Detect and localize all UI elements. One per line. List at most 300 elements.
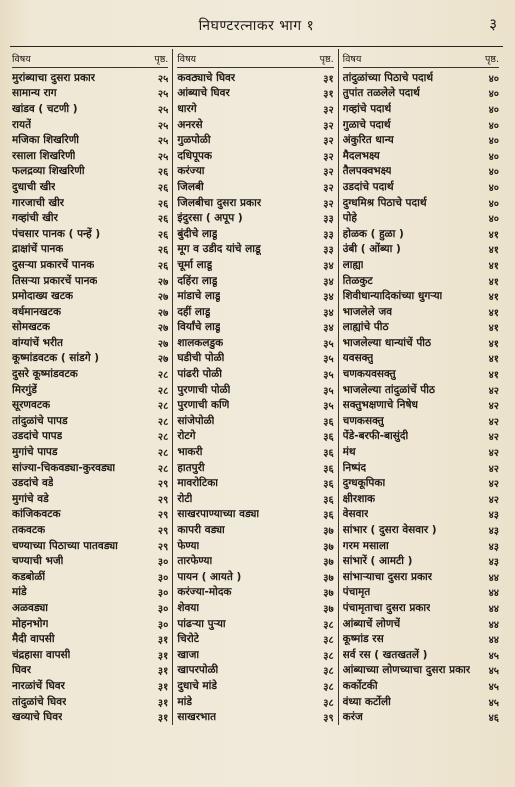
column-header <box>343 49 499 68</box>
entry-subject: वंध्या कर्टोली <box>342 695 391 708</box>
entry-subject: तिळकुट <box>342 274 373 287</box>
index-entry <box>177 553 333 569</box>
entry-subject: करंज्या <box>177 165 205 178</box>
column-header-page: पृष्ठ. <box>319 53 334 65</box>
index-entry <box>12 538 168 554</box>
index-entry <box>12 273 168 289</box>
index-entry <box>177 600 333 616</box>
entry-page: २७ <box>157 338 169 350</box>
index-entry <box>177 585 333 601</box>
entry-page: ३२ <box>323 136 334 148</box>
entry-subject: सामान्य राग <box>12 87 57 100</box>
index-entry <box>343 148 499 164</box>
entry-page: २६ <box>157 229 169 241</box>
index-entry <box>12 86 168 102</box>
entry-page: ४० <box>488 120 499 132</box>
entry-page: ३१ <box>157 666 169 678</box>
index-entry <box>177 164 333 180</box>
entry-page: २८ <box>157 370 169 382</box>
entry-page: ४३ <box>488 541 499 553</box>
entry-page: ३४ <box>323 307 334 319</box>
entry-page: ३३ <box>323 229 334 241</box>
entry-page: ४४ <box>488 635 499 647</box>
index-entry <box>177 86 333 102</box>
entry-subject: करंज <box>342 711 363 724</box>
entry-subject: अळवड्या <box>12 601 48 614</box>
index-entry <box>343 210 499 226</box>
index-entry <box>343 694 499 710</box>
index-entry <box>12 148 168 164</box>
entry-subject: सांजेपोळी <box>177 414 215 427</box>
index-entry <box>177 397 333 413</box>
index-entry <box>177 569 333 585</box>
entry-subject: शेवया <box>177 601 200 614</box>
entry-subject: गरम मसाला <box>342 539 389 552</box>
entry-subject: क्षीरशाक <box>342 492 376 505</box>
entry-subject: तकवटक <box>12 524 46 537</box>
entry-page: ४४ <box>488 619 499 631</box>
entry-page: ४५ <box>488 697 499 709</box>
index-entry <box>343 164 499 180</box>
entry-subject: खापरपोळी <box>177 664 219 677</box>
entry-page: २५ <box>157 151 169 163</box>
entry-page: ३७ <box>323 526 334 538</box>
index-entry <box>12 585 168 601</box>
entry-page: ३७ <box>323 572 334 584</box>
entry-page: ४३ <box>488 557 499 569</box>
entry-page: २७ <box>157 276 169 288</box>
index-entry <box>12 413 168 429</box>
entry-page: ३१ <box>323 73 334 85</box>
entry-page: ३२ <box>323 120 334 132</box>
entry-subject: यवसक्तु <box>342 352 374 365</box>
index-entry <box>12 351 168 367</box>
page-number: ३ <box>489 15 497 33</box>
column-header-page: पृष्ठ. <box>484 53 499 65</box>
entry-page: ३८ <box>323 619 334 631</box>
entry-subject: फलद्रव्या शिखरिणी <box>12 165 85 178</box>
entry-subject: चणकसक्तु <box>342 414 384 427</box>
entry-page: ३७ <box>323 603 334 615</box>
entry-subject: मांडाचे लाडू <box>177 290 221 303</box>
index-entry <box>343 320 499 336</box>
entry-subject: साखरभात <box>177 711 217 724</box>
entry-subject: सांज्या-चिकवड्या-कुरवड्या <box>12 461 116 474</box>
column-header-subject: विषय <box>177 53 197 65</box>
entry-page: ४२ <box>488 401 499 413</box>
entry-subject: कापरी वड्या <box>177 524 225 537</box>
entry-subject: दुसऱ्या प्रकारचें पानक <box>12 258 95 271</box>
entry-subject: पंचामृताचा दुसरा प्रकार <box>342 601 431 614</box>
entry-page: ४० <box>488 89 499 101</box>
entry-subject: कांजिकवटक <box>12 508 61 521</box>
index-entry <box>12 663 168 679</box>
index-entry <box>177 709 333 725</box>
entry-subject: भाजलेल्या धान्यांचें पीठ <box>342 336 432 349</box>
entry-page: २५ <box>157 73 169 85</box>
column-header <box>177 49 333 68</box>
entry-page: ३६ <box>323 432 334 444</box>
entry-page: २५ <box>157 120 169 132</box>
entry-page: २६ <box>157 245 169 257</box>
entry-page: ४० <box>488 182 499 194</box>
entry-subject: मैदलभक्ष्य <box>342 149 380 162</box>
index-entry <box>12 631 168 647</box>
entry-page: ३६ <box>323 510 334 522</box>
entry-page: ३४ <box>323 292 334 304</box>
index-entry <box>12 444 168 460</box>
column-header-page: पृष्ठ. <box>154 53 169 65</box>
entry-page: २८ <box>157 416 169 428</box>
entry-page: २६ <box>157 182 169 194</box>
entry-subject: मिरगुंडें <box>12 383 37 396</box>
index-entry <box>343 444 499 460</box>
entry-subject: हातपुरी <box>177 461 205 474</box>
index-entry <box>177 273 333 289</box>
index-entry <box>177 522 333 538</box>
entry-subject: मंथ <box>342 446 356 459</box>
entry-subject: मैदी वापसी <box>12 633 55 646</box>
index-entry <box>343 460 499 476</box>
index-entry <box>177 382 333 398</box>
entry-subject: वर्धमानखटक <box>12 305 62 318</box>
entry-page: ३१ <box>157 635 169 647</box>
entry-subject: कूष्मांड रस <box>342 633 384 646</box>
entry-subject: लाह्यांचे पीठ <box>342 321 389 334</box>
entry-subject: उंबी ( ओंब्या ) <box>342 243 401 256</box>
entry-subject: उडदांचे पापड <box>12 430 63 443</box>
index-entry <box>177 460 333 476</box>
entry-page: २९ <box>157 541 169 553</box>
entry-subject: पेंडे-बरफी-बासुंदी <box>342 430 409 443</box>
index-entry <box>343 117 499 133</box>
index-entry <box>12 242 168 258</box>
index-entry <box>12 678 168 694</box>
index-entry <box>12 164 168 180</box>
entry-subject: उडदांचे पदार्थ <box>342 180 394 193</box>
index-entry <box>12 257 168 273</box>
index-entry <box>12 70 168 86</box>
entry-subject: चिरोटे <box>177 633 200 646</box>
entry-subject: रोटी <box>177 492 193 505</box>
entry-subject: गुळाचे पदार्थ <box>342 118 391 131</box>
index-entry <box>177 242 333 258</box>
entry-page: २५ <box>157 89 169 101</box>
entry-page: ३४ <box>323 276 334 288</box>
entry-subject: चंद्रहासा वापसी <box>12 648 71 661</box>
entry-subject: दहिंरा लाडू <box>177 274 218 287</box>
entry-subject: वांग्यांचें भरीत <box>12 336 64 349</box>
entry-page: ४१ <box>488 338 499 350</box>
entry-page: ४१ <box>488 276 499 288</box>
entry-subject: गव्हांचे पदार्थ <box>342 102 392 115</box>
entry-subject: धारगे <box>177 102 197 115</box>
index-entry <box>343 101 499 117</box>
entry-page: ३० <box>157 619 169 631</box>
entry-page: २९ <box>157 479 169 491</box>
entry-page: ४२ <box>488 463 499 475</box>
entry-page: ३३ <box>323 245 334 257</box>
index-entry <box>12 101 168 117</box>
entry-subject: मावरोटिका <box>177 477 218 490</box>
index-entry <box>177 335 333 351</box>
entry-page: ४० <box>488 136 499 148</box>
index-entry <box>12 507 168 523</box>
entry-subject: सांभाऱ्याचा दुसरा प्रकार <box>342 570 433 583</box>
index-entry <box>343 663 499 679</box>
index-entry <box>177 491 333 507</box>
entry-subject: नारळांचें घिवर <box>12 679 65 692</box>
index-entry <box>177 226 333 242</box>
index-entry <box>177 320 333 336</box>
entry-subject: मुरांब्याचा दुसरा प्रकार <box>12 71 96 84</box>
entry-subject: दुसरे कूष्मांडवटक <box>12 368 78 381</box>
entry-page: ३८ <box>323 666 334 678</box>
entry-subject: मजिका शिखरिणी <box>12 134 80 147</box>
index-entry <box>12 522 168 538</box>
index-entry <box>343 631 499 647</box>
entry-page: २५ <box>157 104 169 116</box>
entry-subject: पांढऱ्या पुऱ्या <box>177 617 226 630</box>
entry-subject: रसाला शिखरिणी <box>12 149 76 162</box>
entry-subject: तिसऱ्या प्रकारचें पानक <box>12 274 98 287</box>
entry-subject: करंज्या-मोदक <box>177 586 232 599</box>
index-entry <box>177 70 333 86</box>
entry-page: ३० <box>157 588 169 600</box>
entry-subject: कवठ्याचे घिवर <box>177 71 236 84</box>
index-entry <box>343 678 499 694</box>
entry-page: ३३ <box>323 214 334 226</box>
entry-subject: तांदुळांचे घिवर <box>12 695 67 708</box>
index-entry <box>177 101 333 117</box>
entry-subject: सांभार ( दुसरा वेसवार ) <box>342 524 437 537</box>
index-entry <box>343 616 499 632</box>
entry-page: ४१ <box>488 260 499 272</box>
entry-page: ३१ <box>323 89 334 101</box>
entry-subject: मूग व उडीद यांचे लाडू <box>177 243 261 256</box>
entry-subject: तांदुळांचे पापड <box>12 414 68 427</box>
index-entry <box>343 132 499 148</box>
entry-page: ३५ <box>323 401 334 413</box>
entry-page: ४० <box>488 167 499 179</box>
entry-page: ४१ <box>488 323 499 335</box>
index-entry <box>12 320 168 336</box>
page-header <box>10 10 503 40</box>
entry-subject: पोहे <box>342 212 357 225</box>
entry-page: ३८ <box>323 697 334 709</box>
entry-page: २८ <box>157 385 169 397</box>
index-entry <box>12 210 168 226</box>
column-header-subject: विषय <box>342 53 362 65</box>
entry-subject: जिलबीचा दुसरा प्रकार <box>177 196 262 209</box>
index-entry <box>12 429 168 445</box>
index-entry <box>343 569 499 585</box>
entry-page: ४१ <box>488 370 499 382</box>
entry-subject: दुग्धमिश्र पिठाचे पदार्थ <box>342 196 427 209</box>
entry-subject: फेण्या <box>177 539 200 552</box>
index-columns <box>10 49 503 725</box>
entry-subject: आंब्याच्या लोणच्याचा दुसरा प्रकार <box>342 664 471 677</box>
header-rule <box>10 46 503 47</box>
entry-subject: कडबोळीं <box>12 570 46 583</box>
index-entry <box>343 538 499 554</box>
entry-subject: साखरपाण्याच्या वड्या <box>177 508 260 521</box>
entry-subject: मांडे <box>12 586 27 599</box>
index-entry <box>343 647 499 663</box>
entry-page: ४० <box>488 104 499 116</box>
page-title: निघण्टरत्नाकर भाग १ <box>198 17 315 34</box>
entry-page: २८ <box>157 448 169 460</box>
index-entry <box>12 288 168 304</box>
index-entry <box>343 86 499 102</box>
entry-subject: चणकयवसक्तु <box>342 368 396 381</box>
entry-subject: दधिपूपक <box>177 149 213 162</box>
index-entry <box>177 694 333 710</box>
index-entry <box>343 242 499 258</box>
entry-page: २५ <box>157 136 169 148</box>
column-header <box>12 49 168 68</box>
entry-page: ३७ <box>323 557 334 569</box>
index-entry <box>177 132 333 148</box>
index-entry <box>177 507 333 523</box>
entry-subject: चण्याची भजी <box>12 555 64 568</box>
index-column-2 <box>173 49 338 725</box>
index-entry <box>343 273 499 289</box>
index-entry <box>343 585 499 601</box>
entry-subject: मोहनभोग <box>12 617 49 630</box>
entry-subject: विर्यांचे लाडू <box>177 321 221 334</box>
entry-page: ३४ <box>323 260 334 272</box>
entry-page: ४५ <box>488 681 499 693</box>
entry-subject: दुधाचे मांडे <box>177 679 218 692</box>
entry-subject: तारफेण्या <box>177 555 213 568</box>
index-column-3 <box>339 49 503 725</box>
entry-subject: दुधाची खीर <box>12 180 56 193</box>
entry-page: ४१ <box>488 245 499 257</box>
entry-page: ३५ <box>323 354 334 366</box>
entry-page: २७ <box>157 307 169 319</box>
index-entry <box>177 257 333 273</box>
entry-subject: अनरसे <box>177 118 203 131</box>
entry-subject: अंकुरित धान्य <box>342 134 394 147</box>
index-entry <box>343 413 499 429</box>
index-entry <box>177 351 333 367</box>
entry-subject: कूष्मांडवटक ( सांडगे ) <box>12 352 100 365</box>
entry-page: ३२ <box>323 182 334 194</box>
entry-subject: लाह्या <box>342 258 364 271</box>
entry-page: २६ <box>157 167 169 179</box>
entry-page: ३१ <box>157 697 169 709</box>
entry-page: २७ <box>157 323 169 335</box>
entry-page: ३४ <box>323 323 334 335</box>
index-entry <box>12 475 168 491</box>
entry-subject: सर्व रस ( खतखतलें ) <box>342 648 428 661</box>
entry-subject: पायन ( आयते ) <box>177 570 242 583</box>
index-entry <box>343 70 499 86</box>
entry-page: २९ <box>157 510 169 522</box>
entry-page: ४४ <box>488 603 499 615</box>
entry-subject: प्रमोदाख्य खटक <box>12 290 74 303</box>
entry-page: ३५ <box>323 385 334 397</box>
entry-page: ३२ <box>323 104 334 116</box>
entry-page: ४२ <box>488 385 499 397</box>
entry-subject: चूर्मा लाडू <box>177 258 213 271</box>
index-entry <box>177 429 333 445</box>
index-entry <box>343 600 499 616</box>
index-entry <box>177 678 333 694</box>
entry-subject: कर्कोटकी <box>342 679 378 692</box>
entry-page: ४२ <box>488 448 499 460</box>
index-entry <box>12 132 168 148</box>
index-column-1 <box>10 49 173 725</box>
entry-page: ३७ <box>323 541 334 553</box>
entry-subject: इंदुरसा ( अपूप ) <box>177 212 243 225</box>
entry-subject: सूरणवटक <box>12 399 51 412</box>
entry-subject: रायतें <box>12 118 32 131</box>
entry-subject: गुळपोळी <box>177 134 211 147</box>
index-entry <box>177 475 333 491</box>
entry-subject: भाजलेले जव <box>342 305 393 318</box>
entry-subject: घडीची पोळी <box>177 352 225 365</box>
index-entry <box>343 257 499 273</box>
entry-subject: खाजा <box>177 648 200 661</box>
entry-page: ४४ <box>488 588 499 600</box>
entry-subject: आंब्याचें लोणचें <box>342 617 401 630</box>
index-entry <box>12 382 168 398</box>
index-entry <box>177 195 333 211</box>
entry-page: ३५ <box>323 338 334 350</box>
index-entry <box>177 647 333 663</box>
index-entry <box>343 351 499 367</box>
entry-page: ३१ <box>157 650 169 662</box>
entry-page: ४३ <box>488 510 499 522</box>
index-entry <box>343 195 499 211</box>
entry-subject: खव्याचे घिवर <box>12 711 63 724</box>
entry-page: ३६ <box>323 494 334 506</box>
entry-page: ४५ <box>488 650 499 662</box>
index-entry <box>343 304 499 320</box>
index-entry <box>343 491 499 507</box>
entry-page: २८ <box>157 401 169 413</box>
index-entry <box>12 647 168 663</box>
entry-subject: पंचामृत <box>342 586 371 599</box>
entry-subject: दहीं लाडू <box>177 305 211 318</box>
index-entry <box>177 538 333 554</box>
entry-page: ३८ <box>323 635 334 647</box>
entry-subject: तैलपक्वभक्ष्य <box>342 165 392 178</box>
entry-subject: पुरणाची कणि <box>177 399 230 412</box>
index-entry <box>343 475 499 491</box>
index-entry <box>343 507 499 523</box>
entry-subject: रोटगे <box>177 430 196 443</box>
entry-page: ४२ <box>488 494 499 506</box>
index-entry <box>177 663 333 679</box>
index-entry <box>12 553 168 569</box>
column-header-subject: विषय <box>12 53 31 65</box>
index-entry <box>12 616 168 632</box>
entry-subject: मुगांचे वडे <box>12 492 49 505</box>
entry-page: २६ <box>157 198 169 210</box>
index-entry <box>12 195 168 211</box>
entry-subject: उडदांचे वडे <box>12 477 54 490</box>
entry-page: ४० <box>488 214 499 226</box>
entry-page: ४५ <box>488 666 499 678</box>
entry-page: ३१ <box>157 681 169 693</box>
index-entry <box>177 444 333 460</box>
entry-page: ३५ <box>323 370 334 382</box>
entry-page: ३९ <box>323 713 334 725</box>
index-entry <box>177 631 333 647</box>
